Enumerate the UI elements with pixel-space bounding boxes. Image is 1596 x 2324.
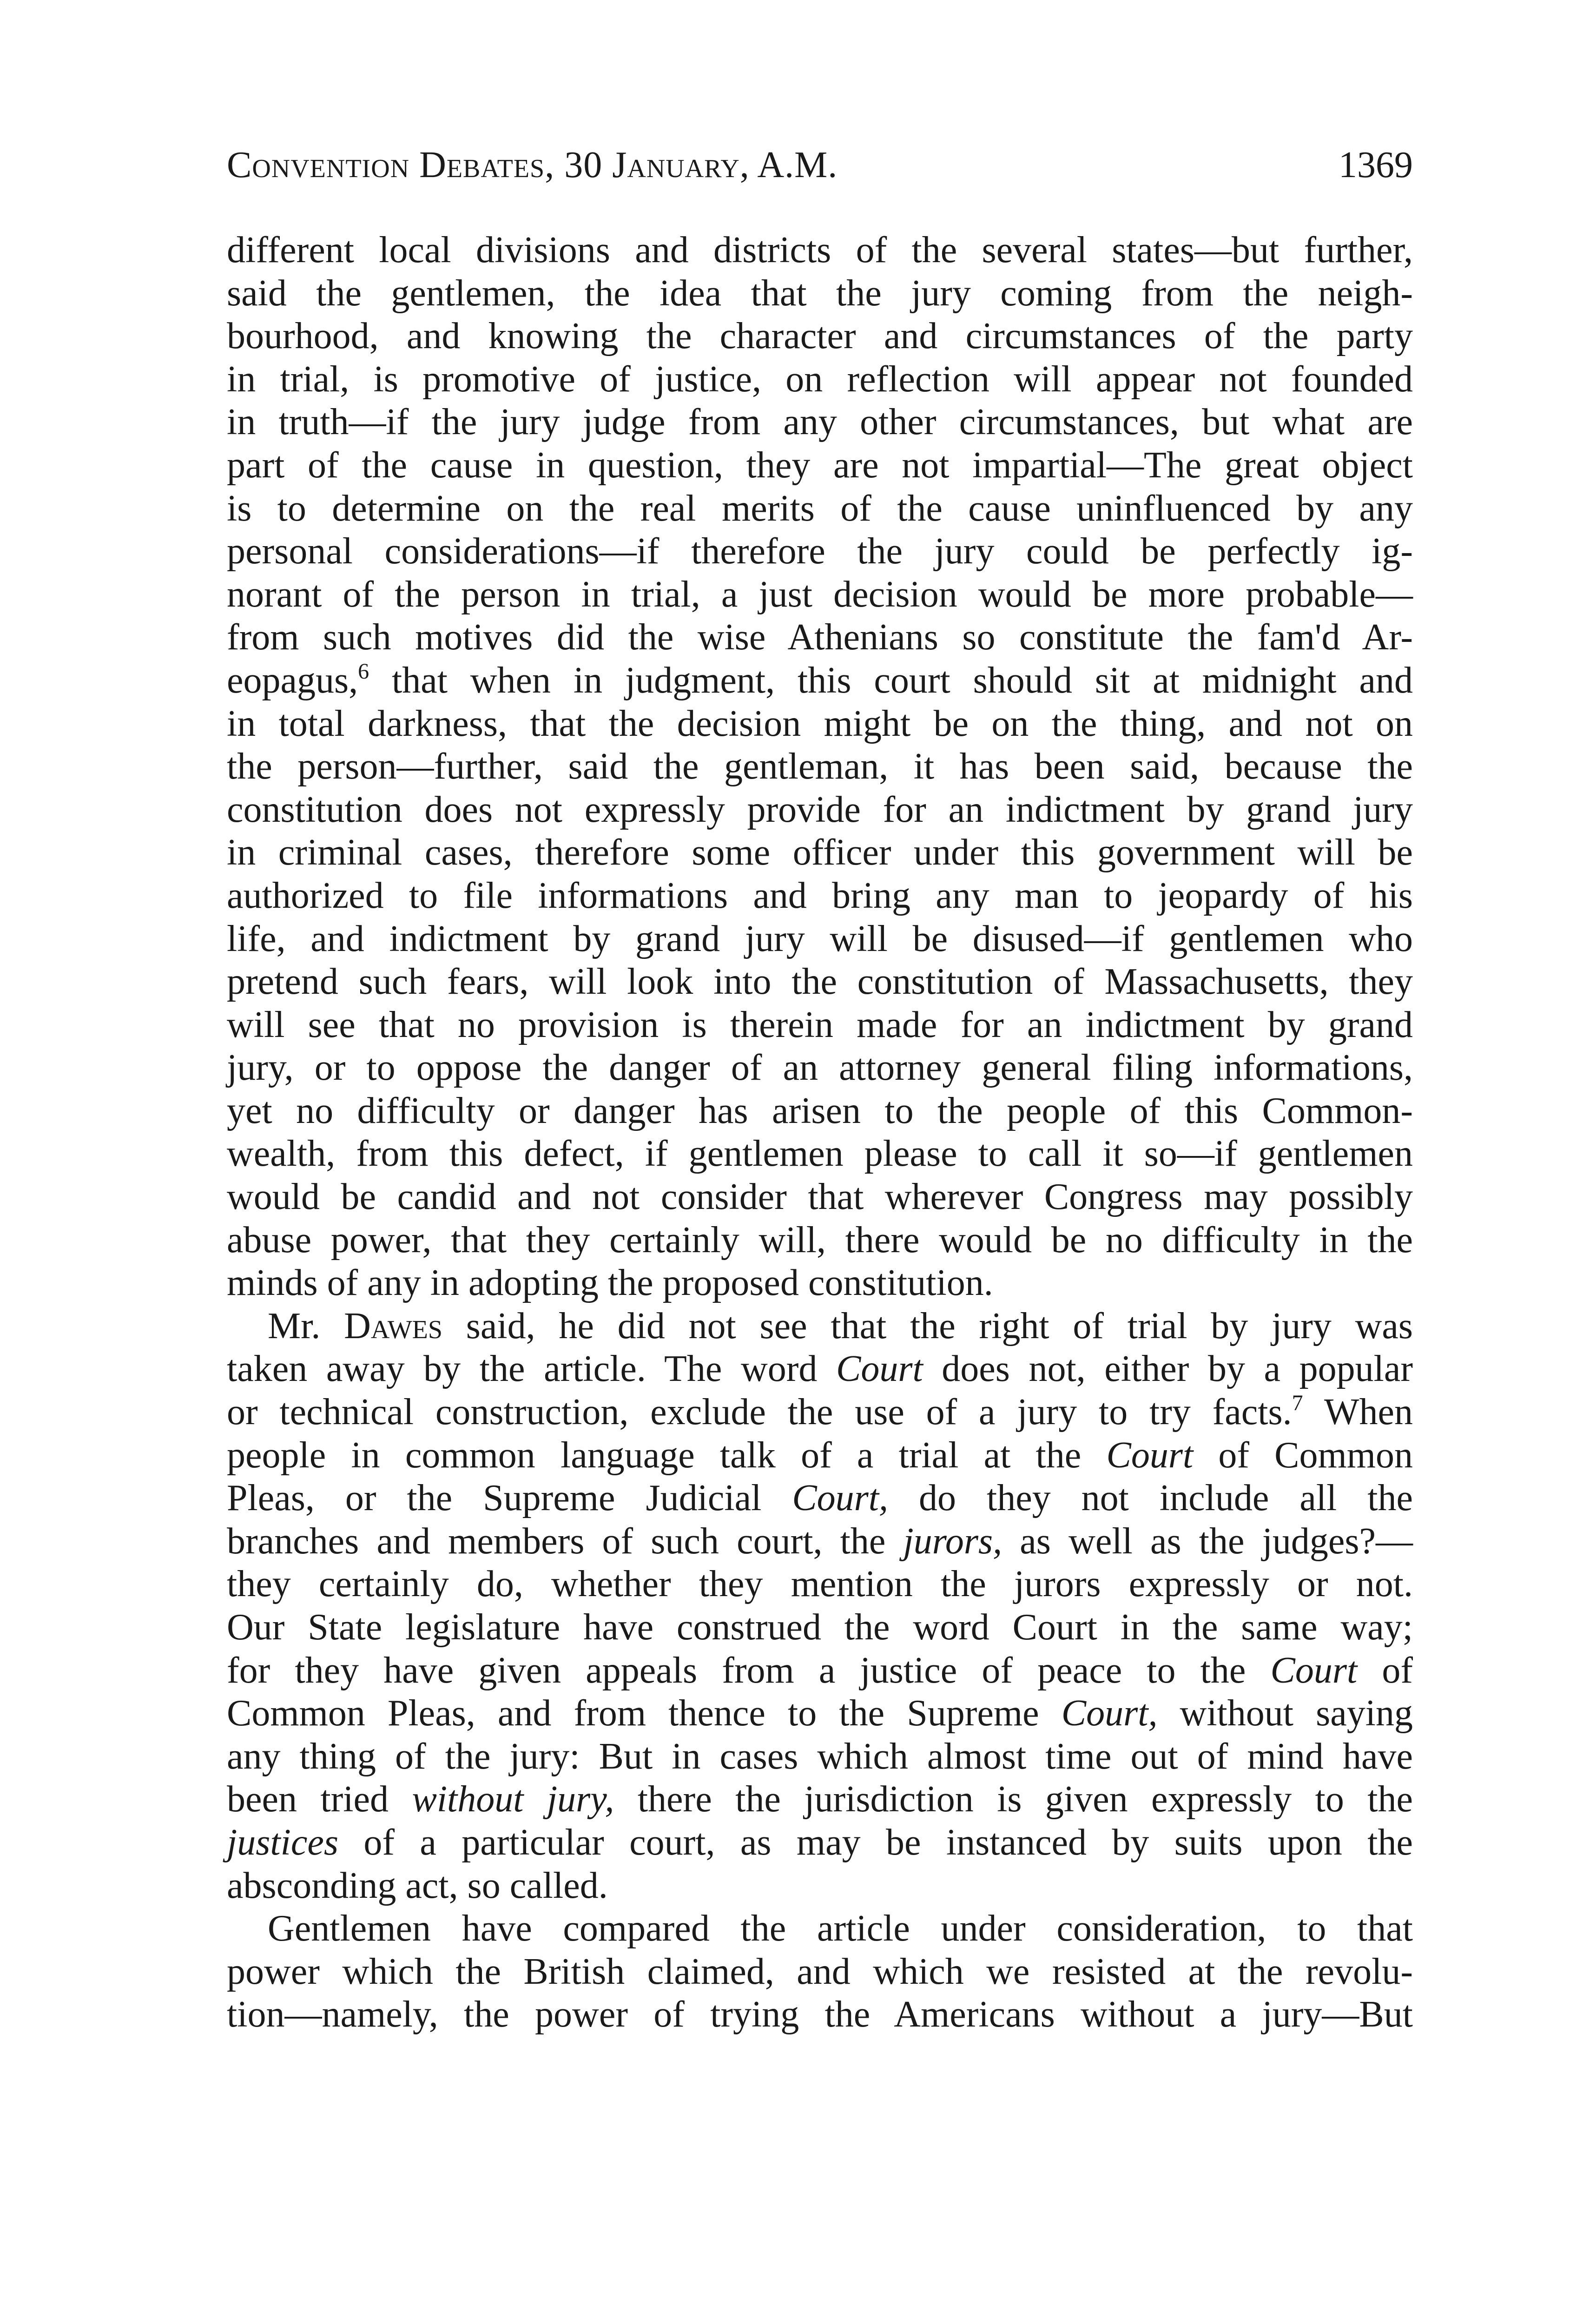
text-line [227, 1434, 1413, 1477]
text-line: said the gentlemen, the idea that the jury coming from the neigh- [227, 272, 1413, 314]
text-line [227, 1347, 1413, 1391]
italic-text: without jury, [412, 1779, 614, 1820]
text-fragment: do they not include all the [888, 1478, 1413, 1519]
text-fragment: there the jurisdiction is given expressly to the [614, 1779, 1413, 1820]
italic-text: Court, [792, 1478, 889, 1519]
running-head [227, 139, 1413, 191]
text-fragment: that when in judgment, this court should sit at midnight and [369, 660, 1413, 701]
text-line: tion—namely, the power of trying the Americans without a jury—But [227, 1994, 1413, 2035]
text-line: yet no difficulty or danger has arisen to the people of this Common- [227, 1090, 1413, 1131]
text-line: from such motives did the wise Athenians so constitute the fam'd Ar- [227, 617, 1413, 658]
text-fragment: for they have given appeals from a justice of peace to the [227, 1650, 1271, 1691]
text-line: wealth, from this defect, if gentlemen please to call it so—if gentlemen [227, 1133, 1413, 1175]
text-line [227, 1692, 1413, 1735]
text-fragment: or technical construction, exclude the use of a jury to try facts. [227, 1392, 1292, 1433]
text-fragment: taken away by the article. The word [227, 1348, 836, 1390]
italic-text: Court [1106, 1434, 1194, 1476]
speaker-name: Dawes [344, 1305, 443, 1347]
text-fragment: Pleas, or the Supreme Judicial [227, 1478, 792, 1519]
text-fragment: without saying [1157, 1693, 1413, 1734]
text-line: in trial, is promotive of justice, on reflection will appear not founded [227, 358, 1413, 400]
text-line: authorized to file informations and bring any man to jeopardy of his [227, 875, 1413, 916]
text-line: would be candid and not consider that wherever Congress may possibly [227, 1176, 1413, 1218]
text-line [227, 1649, 1413, 1692]
text-fragment: does not, either by a popular [923, 1348, 1413, 1390]
text-line: life, and indictment by grand jury will be disused—if gentlemen who [227, 918, 1413, 959]
text-line [227, 1391, 1413, 1434]
speaker-prefix: Mr. [268, 1305, 344, 1347]
text-line [227, 1477, 1413, 1520]
footnote-reference: 6 [358, 659, 369, 684]
text-line: Gentlemen have compared the article under consideration, to that [268, 1908, 1413, 1949]
page-number: 1369 [1339, 145, 1413, 185]
text-line: any thing of the jury: But in cases which almost time out of mind have [227, 1736, 1413, 1777]
text-line: is to determine on the real merits of the cause uninfluenced by any [227, 488, 1413, 529]
text-fragment: When [1303, 1392, 1413, 1433]
italic-text: Court, [1061, 1693, 1158, 1734]
text-line: in truth—if the jury judge from any other circumstances, but what are [227, 402, 1413, 443]
text-fragment: branches and members of such court, the [227, 1520, 904, 1562]
text-line: part of the cause in question, they are not impartial—The great object [227, 444, 1413, 486]
text-fragment: people in common language talk of a trial at the [227, 1434, 1107, 1476]
text-fragment: of a particular court, as may be instanced by suits upon the [338, 1822, 1413, 1863]
text-line: bourhood, and knowing the character and circumstances of the party [227, 316, 1413, 357]
text-line: pretend such fears, will look into the constitution of Massachusetts, they [227, 961, 1413, 1003]
text-line: they certainly do, whether they mention the jurors expressly or not. [227, 1564, 1413, 1605]
running-head-title: Convention Debates, 30 January, A.M. [227, 145, 838, 185]
text-line: different local divisions and districts of the several states—but further, [227, 230, 1413, 271]
text-line: will see that no provision is therein made for an indictment by grand [227, 1004, 1413, 1045]
text-line: the person—further, said the gentleman, it has been said, because the [227, 746, 1413, 787]
text-fragment: as well as the judges?— [1002, 1520, 1413, 1562]
text-line [227, 1305, 1413, 1348]
paragraph-continuation [227, 229, 1413, 1305]
text-line: minds of any in adopting the proposed constitution. [227, 1262, 993, 1304]
text-fragment: of Common [1193, 1434, 1413, 1476]
text-fragment: been tried [227, 1779, 412, 1820]
text-line: in total darkness, that the decision might be on the thing, and not on [227, 703, 1413, 744]
text-line: norant of the person in trial, a just decision would be more probable— [227, 574, 1413, 615]
text-line: Our State legislature have construed the word Court in the same way; [227, 1607, 1413, 1648]
text-line: constitution does not expressly provide for an indictment by grand jury [227, 789, 1413, 830]
text-line: in criminal cases, therefore some officer under this government will be [227, 832, 1413, 873]
text-line: personal considerations—if therefore the jury could be perfectly ig- [227, 531, 1413, 572]
body-text [227, 229, 1413, 2036]
text-line: power which the British claimed, and which we resisted at the revolu- [227, 1951, 1413, 1992]
text-line [227, 1520, 1413, 1563]
text-line: abuse power, that they certainly will, there would be no difficulty in the [227, 1219, 1413, 1261]
text-line: absconding act, so called. [227, 1865, 608, 1906]
text-line [227, 1778, 1413, 1821]
paragraph-dawes [227, 1305, 1413, 1907]
footnote-reference: 7 [1292, 1391, 1303, 1416]
italic-text: Court [836, 1348, 923, 1390]
text-line: jury, or to oppose the danger of an attorney general filing informations, [227, 1047, 1413, 1089]
italic-text: Court [1270, 1650, 1358, 1691]
text-fragment: Common Pleas, and from thence to the Supreme [227, 1693, 1062, 1734]
text-fragment: said, he did not see that the right of trial by jury was [442, 1305, 1413, 1347]
italic-text: jurors, [903, 1520, 1002, 1562]
paragraph-gentlemen [227, 1907, 1413, 2036]
text-line [227, 659, 1413, 702]
text-fragment: of [1357, 1650, 1413, 1691]
text-fragment: eopagus, [227, 660, 358, 701]
text-line [227, 1821, 1413, 1864]
italic-text: justices [227, 1822, 338, 1863]
